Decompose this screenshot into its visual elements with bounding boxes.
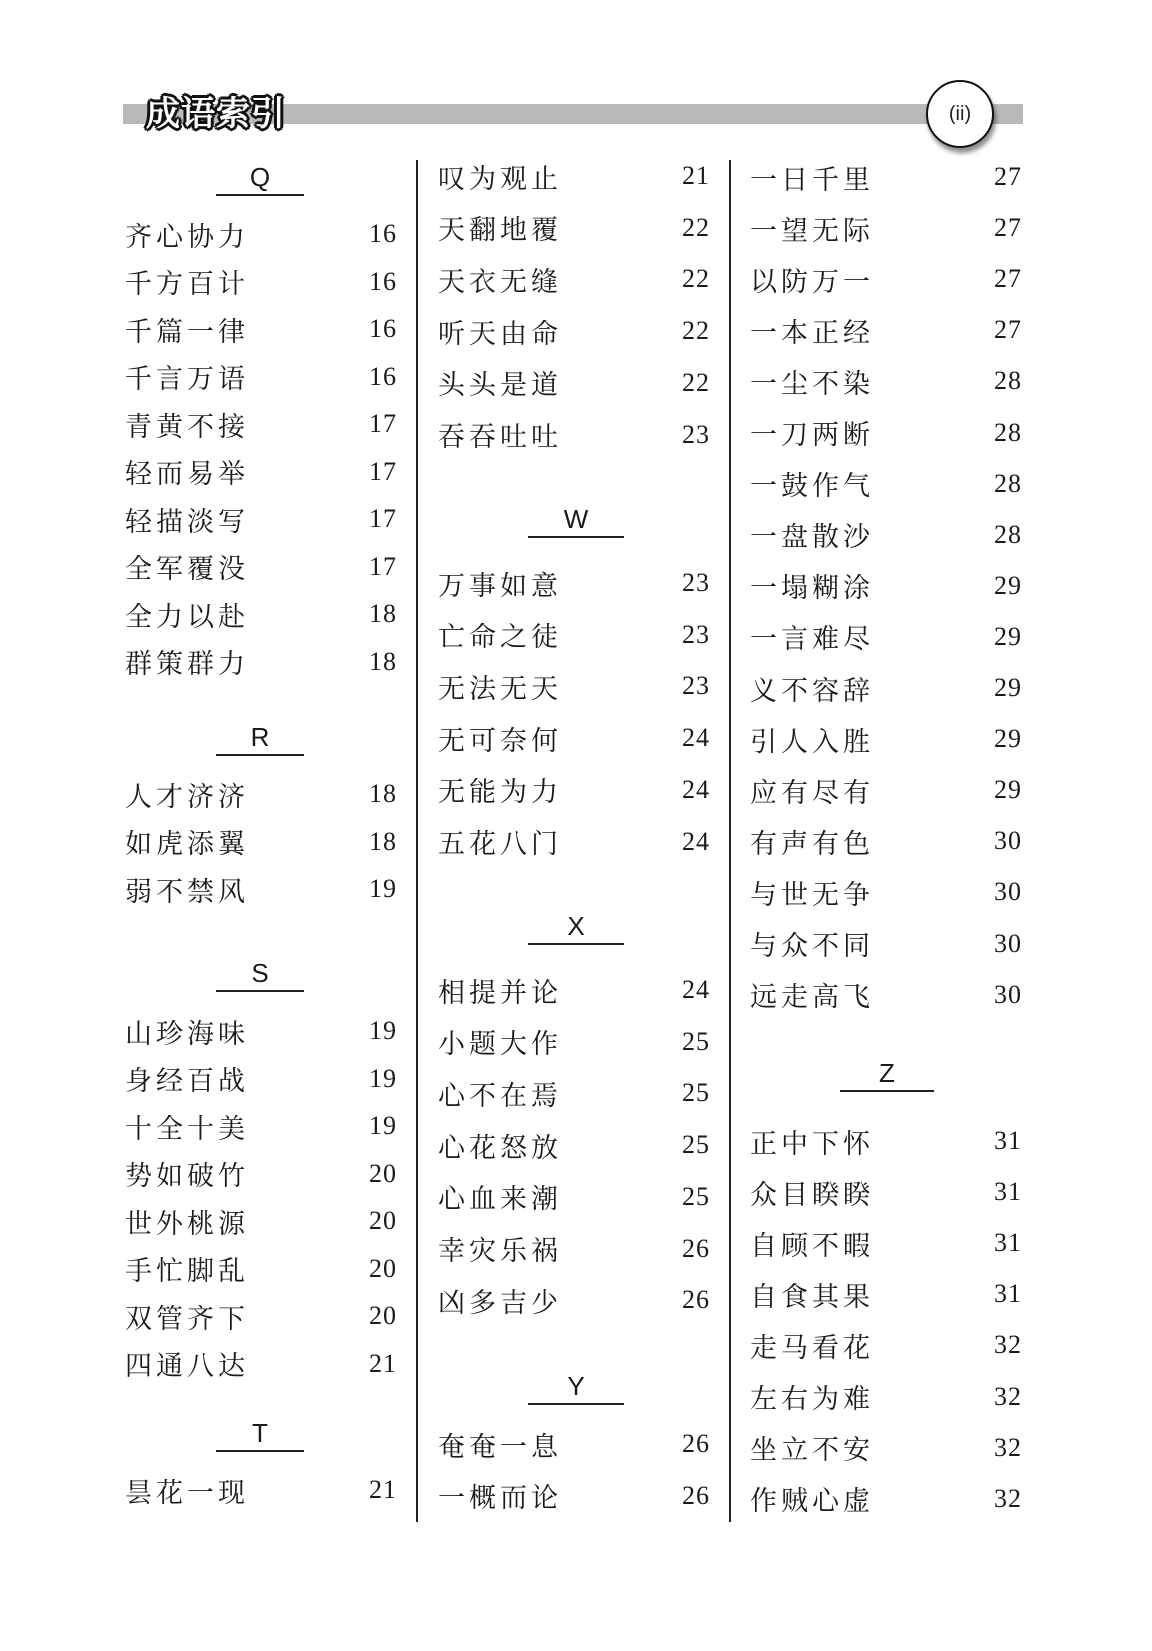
index-entry	[438, 1280, 710, 1320]
index-entry	[125, 1470, 397, 1510]
index-entry	[125, 642, 397, 682]
page-ref: 19	[369, 874, 397, 903]
index-entry	[438, 311, 710, 351]
page-ref: 23	[682, 419, 710, 449]
idiom-text: 一塌糊涂	[750, 573, 874, 605]
index-entry	[438, 259, 710, 299]
idiom-text: 自食其果	[750, 1281, 874, 1313]
index-entry	[438, 970, 710, 1010]
idiom-text: 昙花一现	[125, 1477, 249, 1509]
index-entry	[125, 1059, 397, 1099]
index-entry	[750, 413, 1022, 453]
idiom-text: 世外桃源	[125, 1208, 249, 1240]
page-ref: 31	[994, 1177, 1022, 1207]
page-ref: 17	[369, 409, 397, 438]
idiom-text: 心不在焉	[438, 1080, 562, 1112]
page-ref: 20	[369, 1253, 397, 1283]
index-entry	[750, 1377, 1022, 1417]
page-ref: 21	[682, 161, 710, 190]
page-ref: 27	[994, 162, 1022, 191]
idiom-text: 一望无际	[750, 215, 874, 247]
index-entry	[125, 1011, 397, 1051]
index-entry	[438, 718, 710, 758]
page-ref: 21	[369, 1475, 397, 1504]
idiom-text: 奄奄一息	[438, 1431, 562, 1463]
index-entry	[125, 1201, 397, 1241]
page-ref: 18	[369, 646, 397, 676]
idiom-text: 身经百战	[125, 1066, 249, 1097]
idiom-text: 弱不禁风	[125, 876, 249, 908]
page-ref: 24	[682, 723, 710, 753]
page-ref: 17	[369, 456, 397, 486]
index-entry	[125, 1249, 397, 1289]
page-ref: 30	[994, 877, 1022, 907]
index-entry	[438, 563, 710, 603]
idiom-text: 坐立不安	[750, 1435, 874, 1467]
page-ref: 18	[369, 779, 397, 808]
index-entry	[750, 259, 1022, 299]
page-ref: 25	[682, 1026, 710, 1056]
index-entry	[750, 515, 1022, 555]
page-ref: 19	[369, 1111, 397, 1140]
idiom-text: 作贼心虚	[750, 1486, 874, 1518]
page-ref: 29	[994, 570, 1022, 600]
index-entry	[438, 1424, 710, 1464]
idiom-text: 无法无天	[438, 673, 562, 705]
index-entry	[125, 404, 397, 444]
index-entry	[125, 499, 397, 539]
section-letter-r: R	[216, 722, 304, 756]
page-ref: 25	[682, 1181, 710, 1211]
index-entry	[750, 770, 1022, 810]
idiom-text: 五花八门	[438, 829, 562, 860]
index-entry	[438, 415, 710, 455]
idiom-text: 天衣无缝	[438, 266, 562, 298]
page-ref: 28	[994, 519, 1022, 549]
page-ref: 26	[682, 1480, 710, 1510]
idiom-text: 走马看花	[750, 1332, 874, 1364]
index-entry	[438, 1177, 710, 1217]
page-ref: 30	[994, 928, 1022, 958]
page-ref: 21	[369, 1348, 397, 1378]
page-ref: 26	[682, 1233, 710, 1263]
index-entry	[125, 357, 397, 397]
page-ref: 19	[369, 1016, 397, 1045]
page-ref: 32	[994, 1381, 1022, 1411]
index-entry	[750, 1223, 1022, 1263]
page-ref: 29	[994, 673, 1022, 702]
page-ref: 23	[682, 619, 710, 649]
index-entry	[750, 1428, 1022, 1468]
section-letter-s: S	[216, 958, 304, 992]
index-entry	[750, 617, 1022, 657]
page-ref: 29	[994, 621, 1022, 651]
idiom-text: 众目睽睽	[750, 1179, 874, 1211]
page-ref: 18	[369, 826, 397, 856]
index-entry	[125, 214, 397, 254]
idiom-text: 山珍海味	[125, 1018, 249, 1050]
idiom-text: 万事如意	[438, 570, 562, 602]
page-ref: 22	[682, 367, 710, 397]
idiom-text: 一本正经	[750, 317, 874, 349]
index-entry	[750, 975, 1022, 1015]
idiom-text: 一尘不染	[750, 368, 874, 400]
index-entry	[750, 208, 1022, 248]
page-ref: 27	[994, 264, 1022, 294]
index-entry	[438, 1022, 710, 1062]
page-ref: 25	[682, 1078, 710, 1108]
idiom-text: 势如破竹	[125, 1161, 249, 1192]
index-entry	[125, 1296, 397, 1336]
idiom-text: 十全十美	[125, 1113, 249, 1145]
index-entry	[750, 1479, 1022, 1519]
index-entry	[125, 309, 397, 349]
page-ref: 27	[994, 213, 1022, 243]
page-ref: 22	[682, 212, 710, 242]
index-entry	[750, 668, 1022, 708]
idiom-text: 引人入胜	[750, 726, 874, 758]
idiom-text: 一言难尽	[750, 624, 874, 656]
page-ref: 17	[369, 504, 397, 533]
idiom-text: 左右为难	[750, 1384, 874, 1415]
page-ref: 16	[369, 314, 397, 343]
idiom-text: 一概而论	[438, 1483, 562, 1515]
idiom-text: 千篇一律	[125, 316, 249, 348]
idiom-text: 四通八达	[125, 1351, 249, 1382]
idiom-text: 全力以赴	[125, 601, 249, 633]
page-ref: 32	[994, 1483, 1022, 1513]
idiom-text: 以防万一	[750, 266, 874, 298]
index-entry	[438, 156, 710, 196]
idiom-text: 听天由命	[438, 318, 562, 350]
idiom-text: 齐心协力	[125, 221, 249, 253]
index-entry	[125, 1344, 397, 1384]
page-ref: 18	[369, 599, 397, 628]
index-entry	[125, 452, 397, 492]
index-entry	[750, 821, 1022, 861]
index-entry	[438, 363, 710, 403]
page-ref: 20	[369, 1301, 397, 1330]
index-entry	[750, 566, 1022, 606]
idiom-text: 幸灾乐祸	[438, 1236, 562, 1267]
index-entry	[750, 310, 1022, 350]
page-ref: 25	[682, 1130, 710, 1160]
index-entry	[438, 208, 710, 248]
page-ref: 16	[369, 266, 397, 296]
section-letter-t: T	[216, 1418, 304, 1452]
idiom-text: 与众不同	[750, 931, 874, 962]
idiom-text: 轻描淡写	[125, 506, 249, 538]
index-entry	[125, 262, 397, 302]
idiom-text: 无可奈何	[438, 725, 562, 757]
page-number: (ii)	[948, 102, 972, 125]
page-ref: 28	[994, 417, 1022, 447]
page-ref: 23	[682, 568, 710, 597]
index-entry	[750, 1121, 1022, 1161]
index-entry	[438, 1229, 710, 1269]
idiom-text: 青黄不接	[125, 411, 249, 443]
idiom-text: 相提并论	[438, 977, 562, 1009]
idiom-text: 一盘散沙	[750, 522, 874, 554]
index-entry	[438, 1476, 710, 1516]
page-ref: 30	[994, 979, 1022, 1009]
idiom-text: 有声有色	[750, 828, 874, 860]
idiom-text: 与世无争	[750, 879, 874, 911]
page-ref: 20	[369, 1206, 397, 1235]
idiom-text: 无能为力	[438, 777, 562, 809]
section-letter-y: Y	[528, 1371, 624, 1405]
index-entry	[750, 361, 1022, 401]
idiom-text: 吞吞吐吐	[438, 422, 562, 453]
idiom-text: 手忙脚乱	[125, 1256, 249, 1287]
idiom-text: 心花怒放	[438, 1132, 562, 1164]
idiom-text: 远走高飞	[750, 982, 874, 1014]
page-ref: 22	[682, 316, 710, 346]
index-entry	[750, 1325, 1022, 1365]
page-ref: 16	[369, 219, 397, 248]
idiom-text: 群策群力	[125, 649, 249, 680]
page-ref: 31	[994, 1228, 1022, 1258]
idiom-text: 应有尽有	[750, 777, 874, 809]
page-ref: 27	[994, 315, 1022, 345]
idiom-text: 自顾不暇	[750, 1230, 874, 1262]
idiom-text: 一刀两断	[750, 420, 874, 451]
idiom-text: 正中下怀	[750, 1128, 874, 1160]
idiom-text: 全军覆没	[125, 554, 249, 585]
idiom-text: 人才济济	[125, 781, 249, 813]
idiom-text: 头头是道	[438, 370, 562, 402]
idiom-text: 小题大作	[438, 1029, 562, 1061]
idiom-text: 心血来潮	[438, 1184, 562, 1216]
page-ref: 26	[682, 1285, 710, 1315]
index-entry	[438, 666, 710, 706]
index-entry	[750, 719, 1022, 759]
page-ref: 31	[994, 1126, 1022, 1155]
page-ref: 29	[994, 724, 1022, 754]
column-divider-1	[416, 160, 418, 1522]
index-entry	[438, 822, 710, 862]
page-ref: 30	[994, 826, 1022, 856]
index-entry	[750, 157, 1022, 197]
column-divider-2	[729, 160, 731, 1522]
page-ref: 24	[682, 975, 710, 1004]
index-entry	[750, 924, 1022, 964]
index-entry	[438, 615, 710, 655]
page-ref: 28	[994, 366, 1022, 396]
index-entry	[438, 770, 710, 810]
idiom-text: 一日千里	[750, 164, 874, 196]
idiom-text: 义不容辞	[750, 675, 874, 707]
idiom-text: 凶多吉少	[438, 1287, 562, 1319]
idiom-text: 千方百计	[125, 269, 249, 300]
idiom-text: 天翻地覆	[438, 215, 562, 247]
page-ref: 24	[682, 826, 710, 856]
page-ref: 16	[369, 361, 397, 391]
page-ref: 28	[994, 468, 1022, 498]
idiom-text: 双管齐下	[125, 1303, 249, 1335]
page-ref: 32	[994, 1432, 1022, 1462]
page-number-badge	[926, 80, 994, 148]
section-letter-z: Z	[840, 1058, 934, 1092]
page-ref: 22	[682, 264, 710, 294]
index-entry	[125, 822, 397, 862]
idiom-text: 亡命之徒	[438, 622, 562, 654]
page-ref: 32	[994, 1330, 1022, 1360]
page-ref: 23	[682, 671, 710, 701]
section-letter-w: W	[528, 504, 624, 538]
index-entry	[125, 869, 397, 909]
page-ref: 17	[369, 551, 397, 581]
page-ref: 29	[994, 775, 1022, 805]
index-entry	[750, 464, 1022, 504]
index-entry	[438, 1073, 710, 1113]
page-ref: 31	[994, 1279, 1022, 1309]
page-ref: 26	[682, 1429, 710, 1458]
index-entry	[125, 1106, 397, 1146]
idiom-text: 一鼓作气	[750, 471, 874, 503]
index-entry	[438, 1125, 710, 1165]
page-ref: 24	[682, 774, 710, 804]
index-entry	[125, 594, 397, 634]
idiom-text: 轻而易举	[125, 459, 249, 490]
index-entry	[125, 547, 397, 587]
page-title: 成语索引	[146, 94, 286, 134]
idiom-text: 叹为观止	[438, 163, 562, 195]
index-entry	[125, 1154, 397, 1194]
index-entry	[750, 1172, 1022, 1212]
index-entry	[125, 774, 397, 814]
index-entry	[750, 872, 1022, 912]
index-entry	[750, 1274, 1022, 1314]
page-ref: 20	[369, 1158, 397, 1188]
section-letter-x: X	[528, 911, 624, 945]
section-letter-q: Q	[216, 162, 304, 196]
idiom-text: 如虎添翼	[125, 829, 249, 860]
idiom-text: 千言万语	[125, 364, 249, 395]
page-ref: 19	[369, 1063, 397, 1093]
